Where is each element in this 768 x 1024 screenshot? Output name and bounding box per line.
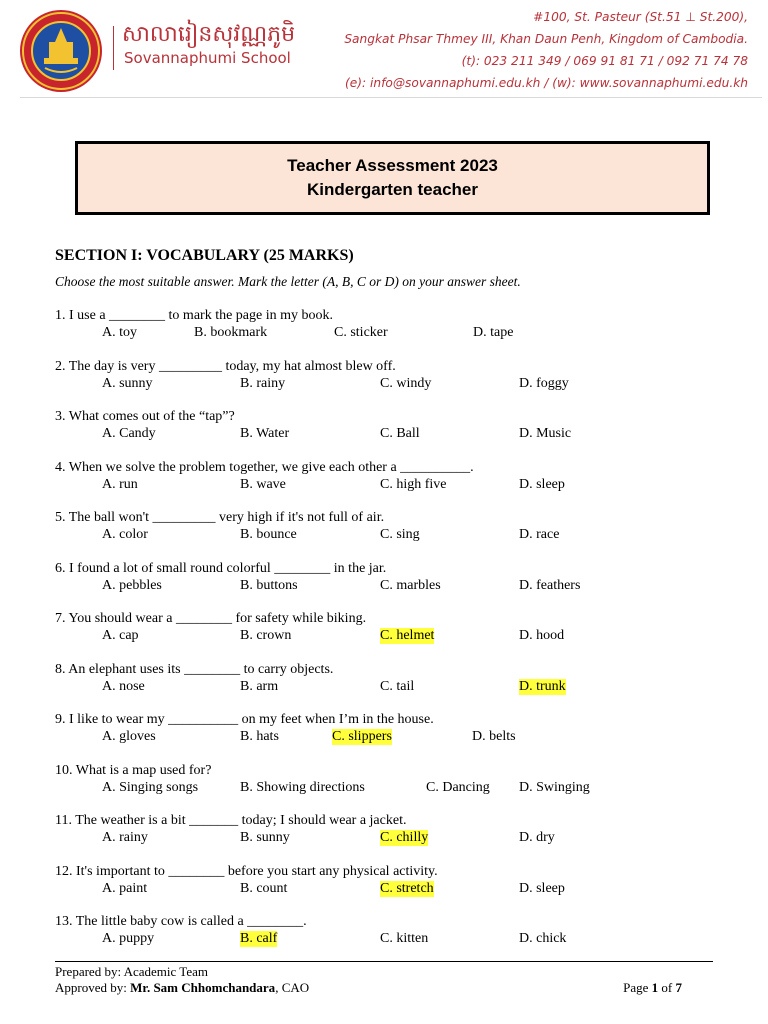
prepared-by: Prepared by: Academic Team bbox=[55, 964, 208, 979]
phone-line: (t): 023 211 349 / 069 91 81 71 / 092 71 74 78 bbox=[461, 54, 748, 68]
question-text: 8. An elephant uses its ________ to carry objects. bbox=[55, 661, 334, 677]
question-text: 9. I like to wear my __________ on my feet when I’m in the house. bbox=[55, 712, 434, 727]
answer-option: B. calf bbox=[240, 931, 278, 946]
question-item bbox=[55, 914, 755, 965]
answer-option: D. trunk bbox=[519, 678, 566, 694]
school-logo-icon bbox=[18, 8, 104, 94]
question-item bbox=[55, 510, 755, 561]
answer-option: D. sleep bbox=[519, 880, 565, 896]
answer-option: D. feathers bbox=[519, 577, 581, 593]
question-text: 13. The little baby cow is called a ________. bbox=[55, 914, 307, 929]
answer-option: A. Candy bbox=[102, 426, 156, 441]
answer-option: D. belts bbox=[472, 729, 516, 744]
approved-by bbox=[55, 980, 309, 996]
answer-option: A. cap bbox=[102, 628, 139, 643]
answer-option: B. sunny bbox=[240, 830, 290, 845]
question-item bbox=[55, 359, 755, 410]
question-text: 1. I use a ________ to mark the page in my book. bbox=[55, 308, 334, 323]
section-title: SECTION I: VOCABULARY (25 MARKS) bbox=[55, 247, 354, 264]
answer-option: D. sleep bbox=[519, 476, 565, 492]
answer-option: C. slippers bbox=[332, 729, 392, 744]
answer-option: A. run bbox=[102, 476, 138, 492]
question-text: 10. What is a map used for? bbox=[55, 762, 212, 778]
contact-block bbox=[344, 6, 748, 94]
question-item bbox=[55, 460, 755, 511]
school-name-khmer: សាលារៀនសុវណ្ណភូមិ bbox=[122, 22, 296, 47]
answer-option: A. rainy bbox=[102, 830, 148, 845]
answer-option: B. count bbox=[240, 880, 288, 896]
question-item bbox=[55, 662, 755, 713]
answer-option: A. color bbox=[102, 527, 148, 542]
answer-option: D. foggy bbox=[519, 375, 569, 391]
approver-role: , CAO bbox=[275, 980, 310, 995]
answer-option: A. Singing songs bbox=[102, 779, 199, 795]
approver-name: Mr. Sam Chhomchandara bbox=[130, 980, 276, 995]
letterhead bbox=[0, 0, 768, 96]
answer-option: D. Music bbox=[519, 426, 572, 441]
answer-option: C. marbles bbox=[380, 577, 441, 593]
page-of: of bbox=[661, 980, 673, 995]
page-total: 7 bbox=[675, 980, 682, 995]
answer-option: D. hood bbox=[519, 628, 565, 643]
answer-option: D. tape bbox=[473, 325, 514, 340]
title-line-2: Kindergarten teacher bbox=[307, 180, 478, 199]
answer-option: B. bounce bbox=[240, 527, 297, 542]
answer-option: B. hats bbox=[240, 729, 279, 744]
address-line-2: Sangkat Phsar Thmey III, Khan Daun Penh, Kingdom of Cambodia. bbox=[344, 32, 748, 46]
question-text: 2. The day is very _________ today, my hat almost blew off. bbox=[55, 358, 396, 374]
header-rule bbox=[20, 97, 762, 98]
question-item bbox=[55, 763, 755, 814]
footer-rule bbox=[55, 961, 713, 962]
address-line-1: #100, St. Pasteur (St.51 ⊥ St.200), bbox=[533, 10, 748, 24]
answer-option: C. Dancing bbox=[426, 779, 490, 795]
answer-option: C. stretch bbox=[380, 880, 434, 896]
title-line-1: Teacher Assessment 2023 bbox=[287, 156, 498, 175]
page-current: 1 bbox=[651, 980, 659, 995]
answer-option: B. buttons bbox=[240, 577, 298, 593]
question-list bbox=[55, 308, 755, 965]
question-item bbox=[55, 611, 755, 662]
question-item bbox=[55, 712, 755, 763]
answer-option: C. high five bbox=[380, 476, 447, 492]
answer-option: C. kitten bbox=[380, 931, 429, 946]
question-text: 6. I found a lot of small round colorful ________ in the jar. bbox=[55, 560, 387, 576]
answer-option: D. race bbox=[519, 527, 560, 542]
question-text: 5. The ball won't _________ very high if it's not full of air. bbox=[55, 510, 385, 525]
question-item bbox=[55, 409, 755, 460]
page-number bbox=[623, 980, 682, 996]
email-web-line: (e): info@sovannaphumi.edu.kh / (w): www.sovannaphumi.edu.kh bbox=[344, 76, 748, 90]
answer-option: A. paint bbox=[102, 880, 148, 896]
answer-option: B. rainy bbox=[240, 375, 286, 391]
question-item bbox=[55, 561, 755, 612]
answer-option: B. wave bbox=[240, 476, 286, 492]
answer-option: C. chilly bbox=[380, 830, 429, 845]
answer-option: C. sticker bbox=[334, 325, 388, 340]
answer-option: C. windy bbox=[380, 375, 432, 391]
question-text: 12. It's important to ________ before you start any physical activity. bbox=[55, 863, 438, 879]
answer-option: B. crown bbox=[240, 628, 292, 643]
section-instructions: Choose the most suitable answer. Mark the letter (A, B, C or D) on your answer sheet. bbox=[55, 274, 521, 289]
answer-option: B. Showing directions bbox=[240, 779, 365, 795]
answer-option: D. Swinging bbox=[519, 779, 590, 795]
answer-option: C. helmet bbox=[380, 628, 435, 643]
answer-option: A. sunny bbox=[102, 375, 153, 391]
answer-option: D. dry bbox=[519, 830, 555, 845]
approved-label: Approved by: bbox=[55, 980, 127, 995]
answer-option: A. toy bbox=[102, 325, 137, 340]
question-text: 11. The weather is a bit _______ today; I should wear a jacket. bbox=[55, 813, 407, 828]
header-divider bbox=[113, 26, 114, 70]
question-item bbox=[55, 813, 755, 864]
school-name-english: Sovannaphumi School bbox=[124, 49, 291, 67]
answer-option: A. puppy bbox=[102, 931, 155, 946]
answer-option: A. nose bbox=[102, 678, 145, 694]
answer-option: A. gloves bbox=[102, 729, 156, 744]
answer-option: D. chick bbox=[519, 931, 567, 946]
page-label: Page bbox=[623, 980, 649, 995]
answer-option: C. tail bbox=[380, 678, 415, 694]
answer-option: B. bookmark bbox=[194, 325, 268, 340]
question-text: 7. You should wear a ________ for safety while biking. bbox=[55, 611, 367, 626]
answer-option: C. Ball bbox=[380, 426, 420, 441]
question-text: 4. When we solve the problem together, we give each other a __________. bbox=[55, 459, 474, 475]
question-item bbox=[55, 864, 755, 915]
answer-option: B. arm bbox=[240, 678, 279, 694]
answer-option: A. pebbles bbox=[102, 577, 162, 593]
answer-option: B. Water bbox=[240, 426, 290, 441]
question-item bbox=[55, 308, 755, 359]
question-text: 3. What comes out of the “tap”? bbox=[55, 409, 235, 424]
title-box bbox=[75, 141, 710, 215]
answer-option: C. sing bbox=[380, 527, 420, 542]
